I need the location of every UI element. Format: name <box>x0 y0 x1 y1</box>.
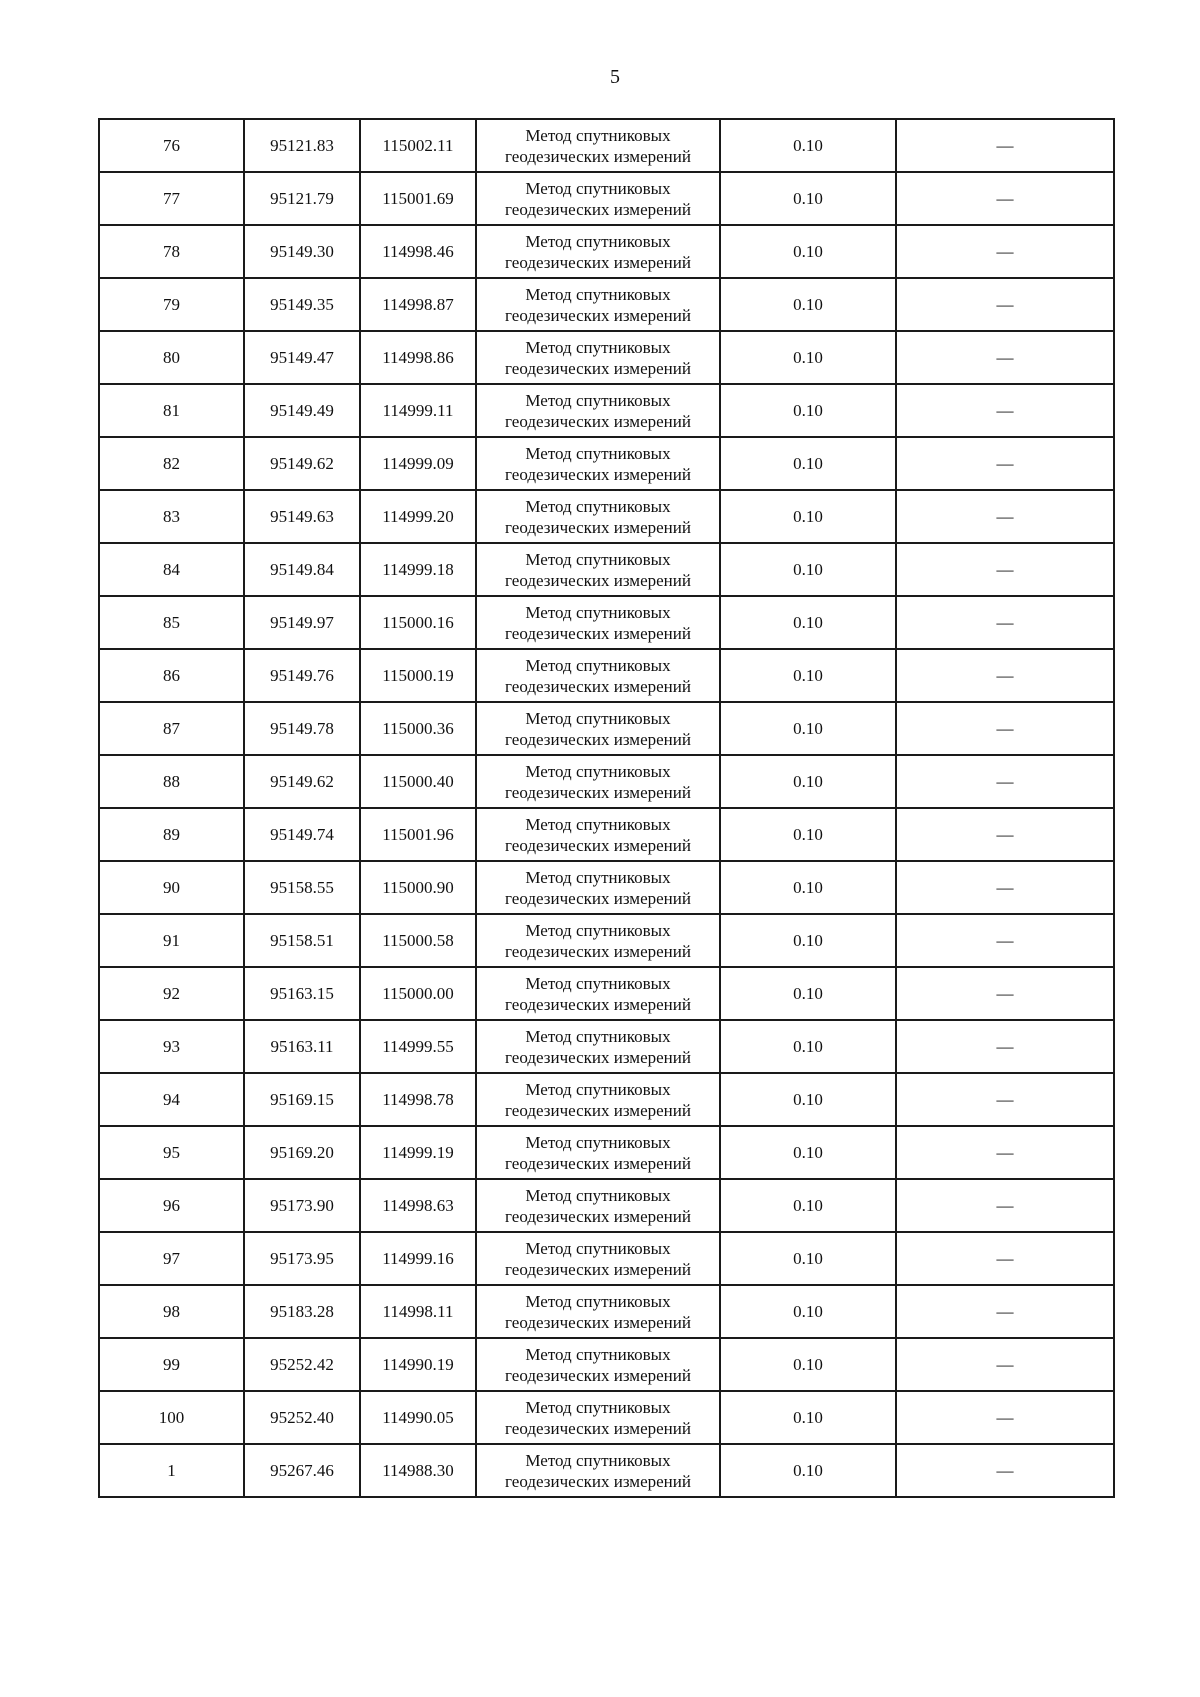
y-coordinate-cell: 114999.55 <box>360 1020 476 1073</box>
y-coordinate-cell: 114990.19 <box>360 1338 476 1391</box>
y-coordinate-cell: 115000.36 <box>360 702 476 755</box>
description-cell: — <box>896 543 1114 596</box>
x-coordinate-cell: 95169.15 <box>244 1073 360 1126</box>
description-cell: — <box>896 490 1114 543</box>
description-cell: — <box>896 702 1114 755</box>
description-cell: — <box>896 861 1114 914</box>
table-row <box>99 1073 1114 1126</box>
point-number-cell: 86 <box>99 649 244 702</box>
x-coordinate-cell: 95121.79 <box>244 172 360 225</box>
method-cell: Метод спутниковых геодезических измерений <box>476 702 720 755</box>
x-coordinate-cell: 95149.47 <box>244 331 360 384</box>
y-coordinate-cell: 114998.78 <box>360 1073 476 1126</box>
accuracy-cell: 0.10 <box>720 808 896 861</box>
table-row <box>99 543 1114 596</box>
accuracy-cell: 0.10 <box>720 1073 896 1126</box>
point-number-cell: 78 <box>99 225 244 278</box>
x-coordinate-cell: 95163.11 <box>244 1020 360 1073</box>
y-coordinate-cell: 115000.19 <box>360 649 476 702</box>
method-cell: Метод спутниковых геодезических измерений <box>476 543 720 596</box>
accuracy-cell: 0.10 <box>720 1338 896 1391</box>
accuracy-cell: 0.10 <box>720 1020 896 1073</box>
method-cell: Метод спутниковых геодезических измерений <box>476 596 720 649</box>
y-coordinate-cell: 114999.18 <box>360 543 476 596</box>
point-number-cell: 80 <box>99 331 244 384</box>
accuracy-cell: 0.10 <box>720 1391 896 1444</box>
description-cell: — <box>896 967 1114 1020</box>
page-number: 5 <box>610 66 620 88</box>
accuracy-cell: 0.10 <box>720 967 896 1020</box>
x-coordinate-cell: 95158.55 <box>244 861 360 914</box>
y-coordinate-cell: 114988.30 <box>360 1444 476 1497</box>
y-coordinate-cell: 115001.69 <box>360 172 476 225</box>
accuracy-cell: 0.10 <box>720 1179 896 1232</box>
x-coordinate-cell: 95252.42 <box>244 1338 360 1391</box>
method-cell: Метод спутниковых геодезических измерений <box>476 437 720 490</box>
x-coordinate-cell: 95149.35 <box>244 278 360 331</box>
table-row <box>99 278 1114 331</box>
x-coordinate-cell: 95173.95 <box>244 1232 360 1285</box>
y-coordinate-cell: 114998.46 <box>360 225 476 278</box>
y-coordinate-cell: 114998.87 <box>360 278 476 331</box>
x-coordinate-cell: 95149.97 <box>244 596 360 649</box>
description-cell: — <box>896 384 1114 437</box>
description-cell: — <box>896 172 1114 225</box>
method-cell: Метод спутниковых геодезических измерений <box>476 172 720 225</box>
method-cell: Метод спутниковых геодезических измерений <box>476 1073 720 1126</box>
point-number-cell: 100 <box>99 1391 244 1444</box>
description-cell: — <box>896 596 1114 649</box>
description-cell: — <box>896 1285 1114 1338</box>
table-row <box>99 1126 1114 1179</box>
method-cell: Метод спутниковых геодезических измерений <box>476 1179 720 1232</box>
point-number-cell: 81 <box>99 384 244 437</box>
y-coordinate-cell: 115000.00 <box>360 967 476 1020</box>
table-row <box>99 808 1114 861</box>
accuracy-cell: 0.10 <box>720 437 896 490</box>
table-row <box>99 702 1114 755</box>
x-coordinate-cell: 95149.49 <box>244 384 360 437</box>
method-cell: Метод спутниковых геодезических измерений <box>476 1126 720 1179</box>
x-coordinate-cell: 95183.28 <box>244 1285 360 1338</box>
method-cell: Метод спутниковых геодезических измерений <box>476 1391 720 1444</box>
accuracy-cell: 0.10 <box>720 543 896 596</box>
description-cell: — <box>896 914 1114 967</box>
point-number-cell: 89 <box>99 808 244 861</box>
method-cell: Метод спутниковых геодезических измерений <box>476 808 720 861</box>
y-coordinate-cell: 114999.09 <box>360 437 476 490</box>
accuracy-cell: 0.10 <box>720 331 896 384</box>
point-number-cell: 96 <box>99 1179 244 1232</box>
accuracy-cell: 0.10 <box>720 172 896 225</box>
description-cell: — <box>896 119 1114 172</box>
x-coordinate-cell: 95252.40 <box>244 1391 360 1444</box>
x-coordinate-cell: 95149.78 <box>244 702 360 755</box>
accuracy-cell: 0.10 <box>720 490 896 543</box>
coordinates-table <box>98 118 1115 1498</box>
table-row <box>99 225 1114 278</box>
accuracy-cell: 0.10 <box>720 914 896 967</box>
method-cell: Метод спутниковых геодезических измерений <box>476 331 720 384</box>
point-number-cell: 85 <box>99 596 244 649</box>
table-row <box>99 1020 1114 1073</box>
y-coordinate-cell: 115000.16 <box>360 596 476 649</box>
point-number-cell: 79 <box>99 278 244 331</box>
point-number-cell: 76 <box>99 119 244 172</box>
accuracy-cell: 0.10 <box>720 119 896 172</box>
x-coordinate-cell: 95173.90 <box>244 1179 360 1232</box>
point-number-cell: 1 <box>99 1444 244 1497</box>
description-cell: — <box>896 1073 1114 1126</box>
x-coordinate-cell: 95163.15 <box>244 967 360 1020</box>
x-coordinate-cell: 95121.83 <box>244 119 360 172</box>
method-cell: Метод спутниковых геодезических измерений <box>476 755 720 808</box>
accuracy-cell: 0.10 <box>720 1444 896 1497</box>
table-body <box>99 119 1114 1497</box>
y-coordinate-cell: 115000.58 <box>360 914 476 967</box>
method-cell: Метод спутниковых геодезических измерений <box>476 914 720 967</box>
x-coordinate-cell: 95158.51 <box>244 914 360 967</box>
description-cell: — <box>896 1338 1114 1391</box>
x-coordinate-cell: 95149.84 <box>244 543 360 596</box>
accuracy-cell: 0.10 <box>720 702 896 755</box>
method-cell: Метод спутниковых геодезических измерений <box>476 119 720 172</box>
y-coordinate-cell: 115002.11 <box>360 119 476 172</box>
table-row <box>99 1391 1114 1444</box>
method-cell: Метод спутниковых геодезических измерений <box>476 225 720 278</box>
point-number-cell: 93 <box>99 1020 244 1073</box>
x-coordinate-cell: 95149.30 <box>244 225 360 278</box>
method-cell: Метод спутниковых геодезических измерений <box>476 1444 720 1497</box>
table-row <box>99 755 1114 808</box>
table-row <box>99 437 1114 490</box>
table-row <box>99 1444 1114 1497</box>
description-cell: — <box>896 1020 1114 1073</box>
method-cell: Метод спутниковых геодезических измерений <box>476 649 720 702</box>
point-number-cell: 98 <box>99 1285 244 1338</box>
table-row <box>99 1338 1114 1391</box>
method-cell: Метод спутниковых геодезических измерений <box>476 967 720 1020</box>
y-coordinate-cell: 114999.20 <box>360 490 476 543</box>
table-row <box>99 914 1114 967</box>
method-cell: Метод спутниковых геодезических измерений <box>476 1285 720 1338</box>
y-coordinate-cell: 114999.11 <box>360 384 476 437</box>
table-row <box>99 119 1114 172</box>
method-cell: Метод спутниковых геодезических измерений <box>476 1020 720 1073</box>
accuracy-cell: 0.10 <box>720 1285 896 1338</box>
description-cell: — <box>896 1444 1114 1497</box>
point-number-cell: 99 <box>99 1338 244 1391</box>
description-cell: — <box>896 1126 1114 1179</box>
point-number-cell: 84 <box>99 543 244 596</box>
point-number-cell: 82 <box>99 437 244 490</box>
accuracy-cell: 0.10 <box>720 596 896 649</box>
point-number-cell: 97 <box>99 1232 244 1285</box>
point-number-cell: 83 <box>99 490 244 543</box>
table-row <box>99 384 1114 437</box>
method-cell: Метод спутниковых геодезических измерений <box>476 384 720 437</box>
description-cell: — <box>896 331 1114 384</box>
method-cell: Метод спутниковых геодезических измерений <box>476 1338 720 1391</box>
x-coordinate-cell: 95169.20 <box>244 1126 360 1179</box>
x-coordinate-cell: 95149.76 <box>244 649 360 702</box>
description-cell: — <box>896 1232 1114 1285</box>
accuracy-cell: 0.10 <box>720 1126 896 1179</box>
description-cell: — <box>896 225 1114 278</box>
accuracy-cell: 0.10 <box>720 278 896 331</box>
method-cell: Метод спутниковых геодезических измерений <box>476 861 720 914</box>
table-row <box>99 649 1114 702</box>
description-cell: — <box>896 1391 1114 1444</box>
accuracy-cell: 0.10 <box>720 384 896 437</box>
table-row <box>99 1179 1114 1232</box>
y-coordinate-cell: 114999.16 <box>360 1232 476 1285</box>
accuracy-cell: 0.10 <box>720 861 896 914</box>
x-coordinate-cell: 95267.46 <box>244 1444 360 1497</box>
point-number-cell: 92 <box>99 967 244 1020</box>
method-cell: Метод спутниковых геодезических измерений <box>476 490 720 543</box>
table-row <box>99 1285 1114 1338</box>
table-row <box>99 1232 1114 1285</box>
x-coordinate-cell: 95149.74 <box>244 808 360 861</box>
point-number-cell: 94 <box>99 1073 244 1126</box>
accuracy-cell: 0.10 <box>720 225 896 278</box>
table-row <box>99 172 1114 225</box>
table-row <box>99 596 1114 649</box>
x-coordinate-cell: 95149.62 <box>244 437 360 490</box>
y-coordinate-cell: 115000.40 <box>360 755 476 808</box>
point-number-cell: 90 <box>99 861 244 914</box>
table-row <box>99 490 1114 543</box>
accuracy-cell: 0.10 <box>720 755 896 808</box>
x-coordinate-cell: 95149.62 <box>244 755 360 808</box>
method-cell: Метод спутниковых геодезических измерений <box>476 278 720 331</box>
y-coordinate-cell: 114998.11 <box>360 1285 476 1338</box>
y-coordinate-cell: 114990.05 <box>360 1391 476 1444</box>
accuracy-cell: 0.10 <box>720 649 896 702</box>
x-coordinate-cell: 95149.63 <box>244 490 360 543</box>
point-number-cell: 91 <box>99 914 244 967</box>
point-number-cell: 87 <box>99 702 244 755</box>
y-coordinate-cell: 115001.96 <box>360 808 476 861</box>
description-cell: — <box>896 649 1114 702</box>
description-cell: — <box>896 755 1114 808</box>
y-coordinate-cell: 115000.90 <box>360 861 476 914</box>
table-row <box>99 331 1114 384</box>
point-number-cell: 88 <box>99 755 244 808</box>
point-number-cell: 77 <box>99 172 244 225</box>
y-coordinate-cell: 114999.19 <box>360 1126 476 1179</box>
description-cell: — <box>896 1179 1114 1232</box>
y-coordinate-cell: 114998.63 <box>360 1179 476 1232</box>
point-number-cell: 95 <box>99 1126 244 1179</box>
method-cell: Метод спутниковых геодезических измерений <box>476 1232 720 1285</box>
description-cell: — <box>896 437 1114 490</box>
description-cell: — <box>896 808 1114 861</box>
accuracy-cell: 0.10 <box>720 1232 896 1285</box>
table-row <box>99 861 1114 914</box>
description-cell: — <box>896 278 1114 331</box>
y-coordinate-cell: 114998.86 <box>360 331 476 384</box>
table-row <box>99 967 1114 1020</box>
